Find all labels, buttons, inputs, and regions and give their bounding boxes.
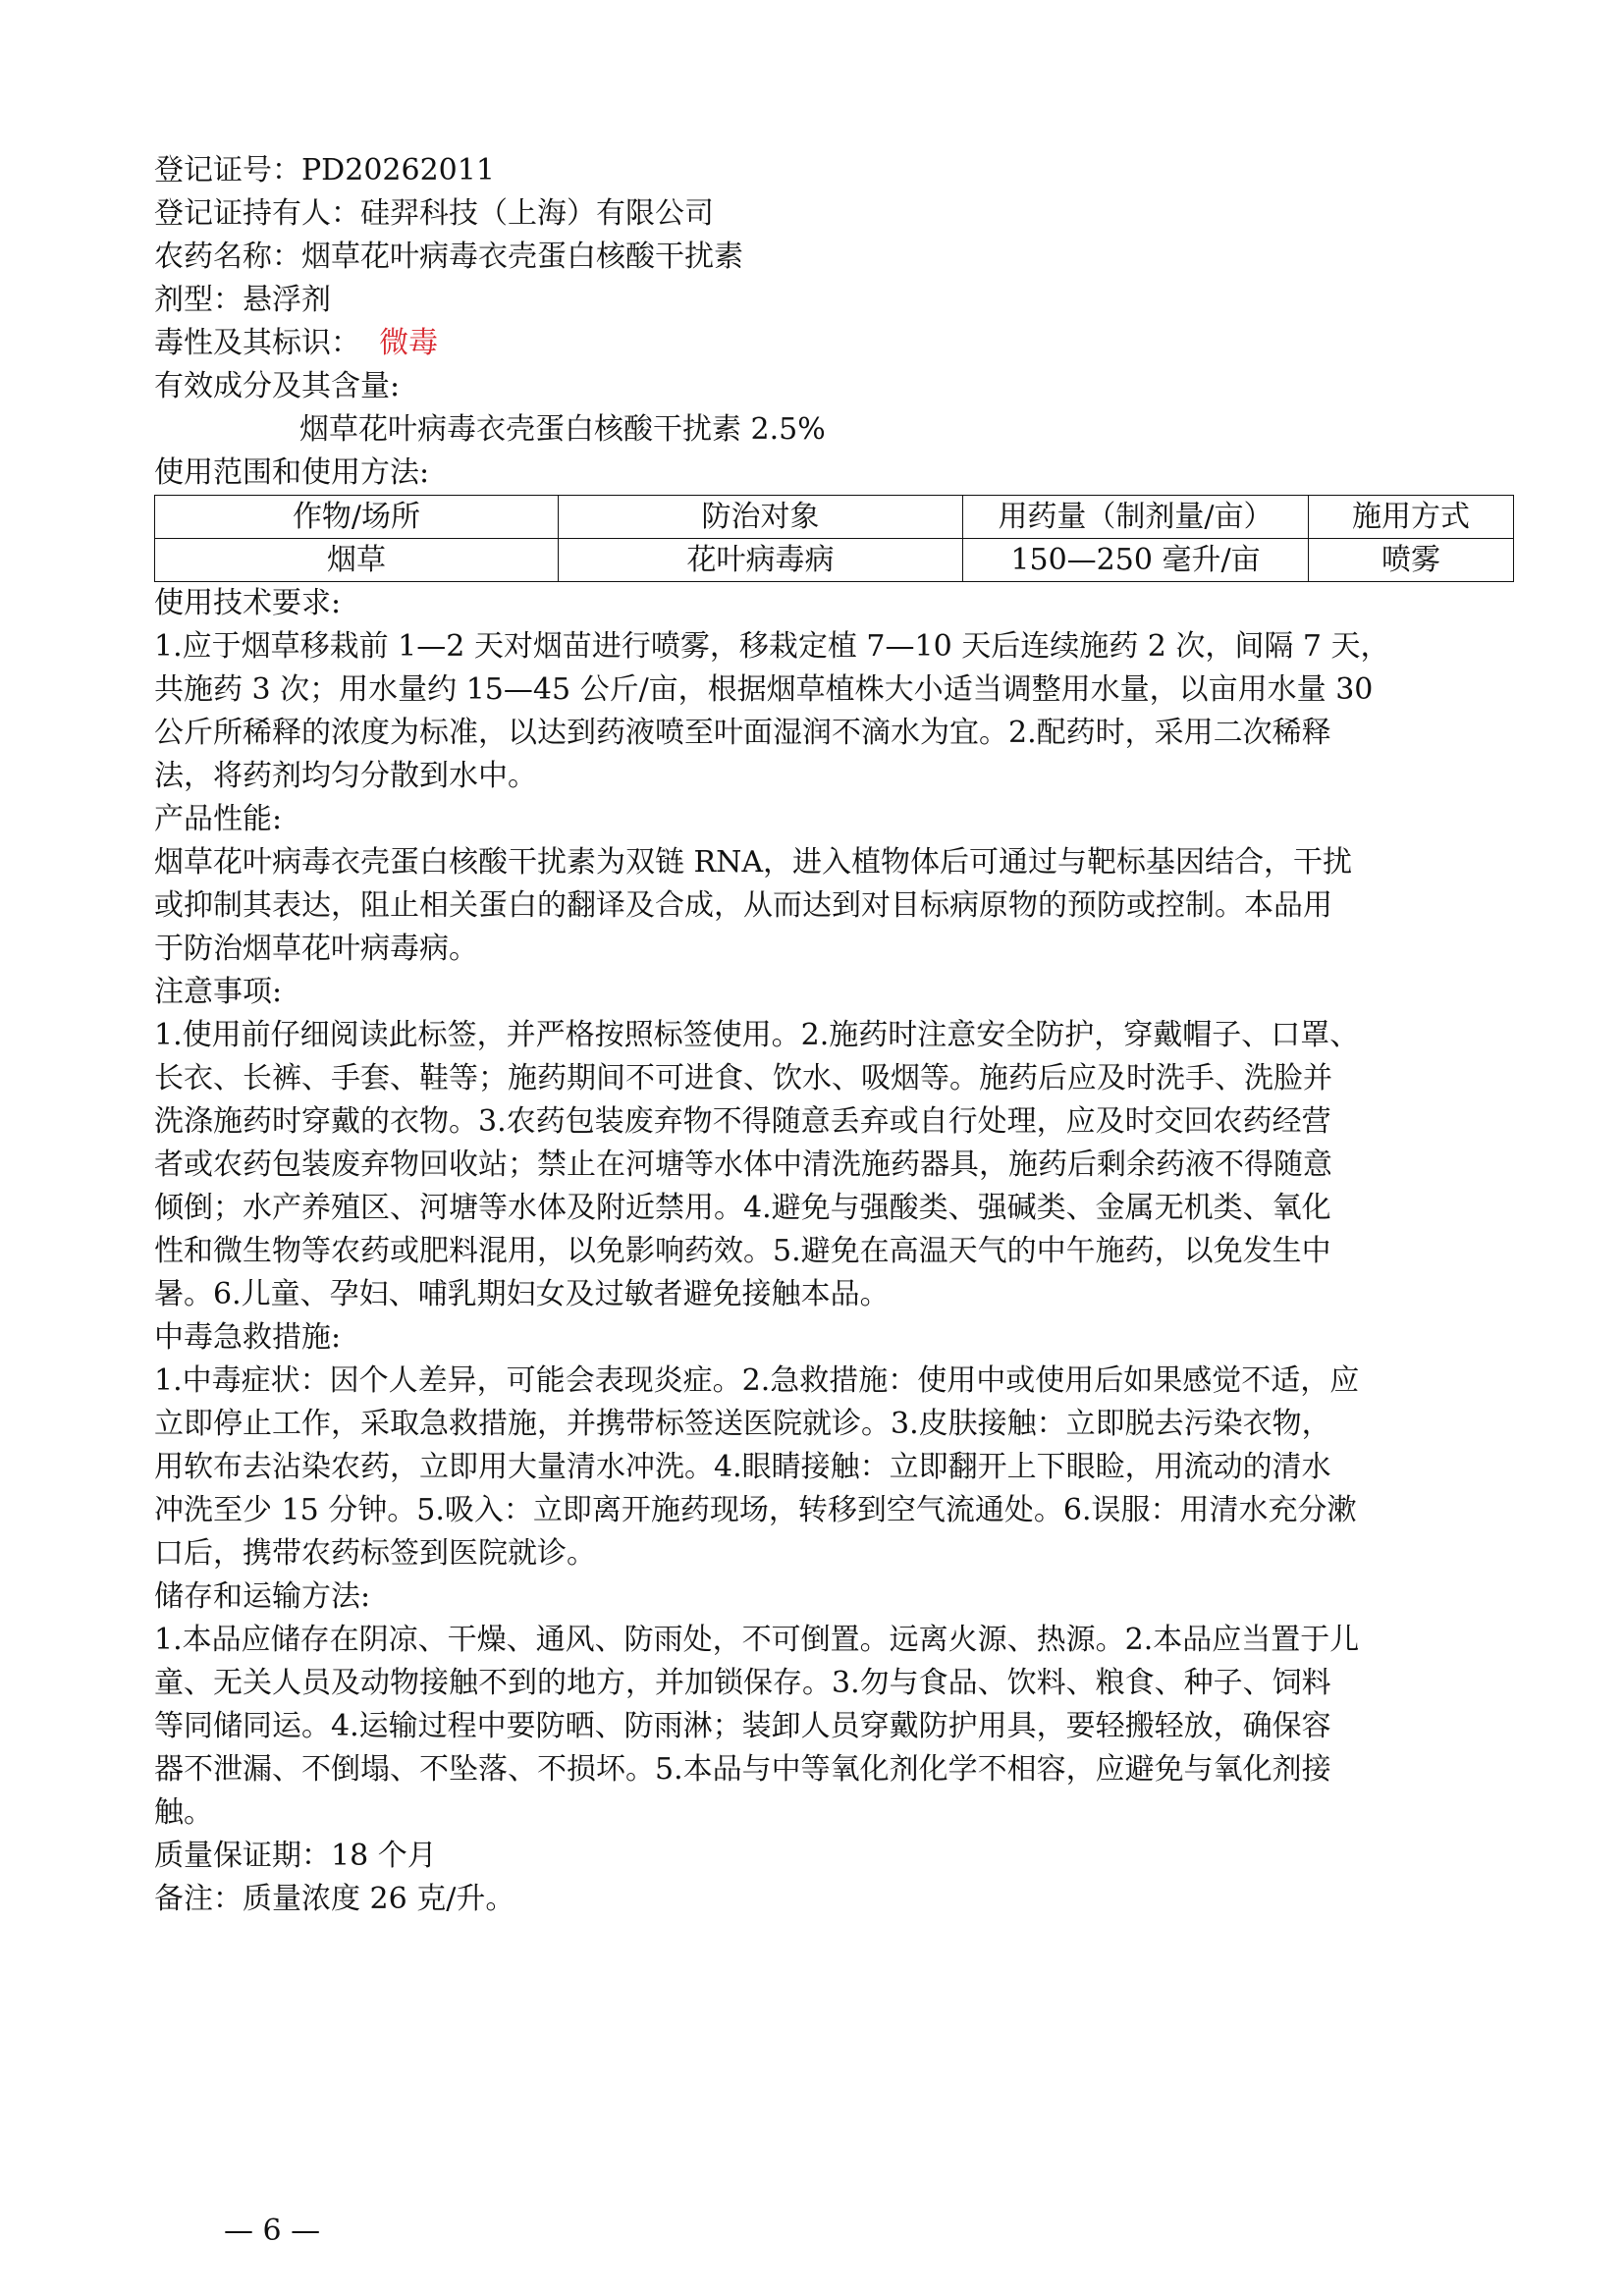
registration-number-value: PD20262011 — [301, 153, 495, 187]
cell-target: 花叶病毒病 — [559, 539, 963, 582]
pesticide-name — [154, 236, 1511, 279]
first-aid-text — [154, 1360, 1511, 1575]
storage-text — [154, 1619, 1511, 1835]
cell-method: 喷雾 — [1309, 539, 1514, 582]
text-line: 童、无关人员及动物接触不到的地方，并加锁保存。3.勿与食品、饮料、粮食、种子、饲料 — [154, 1666, 1331, 1700]
text-line: 暑。6.儿童、孕妇、哺乳期妇女及过敏者避免接触本品。 — [154, 1277, 890, 1311]
document-page — [154, 149, 1511, 1921]
formulation-label: 剂型： — [154, 283, 243, 317]
text-line: 或抑制其表达，阻止相关蛋白的翻译及合成，从而达到对目标病原物的预防或控制。本品用 — [154, 888, 1332, 923]
text-line: 口后，携带农药标签到医院就诊。 — [154, 1536, 596, 1571]
text-line: 1.使用前仔细阅读此标签，并严格按照标签使用。2.施药时注意安全防护，穿戴帽子、口罩、 — [154, 1018, 1360, 1052]
text-line: 洗涤施药时穿戴的衣物。3.农药包装废弃物不得随意丢弃或自行处理，应及时交回农药经营 — [154, 1104, 1331, 1139]
column-header-dosage: 用药量（制剂量/亩） — [963, 496, 1309, 539]
cell-dosage: 150—250 毫升/亩 — [963, 539, 1309, 582]
text-line: 长衣、长裤、手套、鞋等；施药期间不可进食、饮水、吸烟等。施药后应及时洗手、洗脸并 — [154, 1061, 1332, 1095]
remarks: 备注：质量浓度 26 克/升。 — [154, 1882, 515, 1916]
formulation-value: 悬浮剂 — [243, 283, 331, 317]
storage-heading: 储存和运输方法: — [154, 1579, 371, 1614]
text-line: 者或农药包装废弃物回收站；禁止在河塘等水体中清洗施药器具，施药后剩余药液不得随意 — [154, 1148, 1332, 1182]
usage-table — [154, 495, 1514, 582]
pesticide-name-label: 农药名称： — [154, 240, 301, 274]
column-header-method: 施用方式 — [1309, 496, 1514, 539]
registration-holder-label: 登记证持有人： — [154, 196, 360, 231]
text-line: 法，将药剂均匀分散到水中。 — [154, 759, 537, 793]
registration-holder-value: 硅羿科技（上海）有限公司 — [360, 196, 714, 231]
toxicity-badge: 微毒 — [379, 326, 439, 360]
text-line: 倾倒；水产养殖区、河塘等水体及附近禁用。4.避免与强酸类、强碱类、金属无机类、氧化 — [154, 1191, 1331, 1225]
performance-heading: 产品性能: — [154, 802, 283, 836]
caution-heading: 注意事项: — [154, 975, 283, 1009]
text-line: 用软布去沾染农药，立即用大量清水冲洗。4.眼睛接触：立即翻开上下眼睑，用流动的清水 — [154, 1450, 1331, 1484]
text-line: 1.本品应储存在阴凉、干燥、通风、防雨处，不可倒置。远离火源、热源。2.本品应当置于儿 — [154, 1623, 1360, 1657]
shelf-life: 质量保证期：18 个月 — [154, 1839, 437, 1873]
text-line: 立即停止工作，采取急救措施，并携带标签送医院就诊。3.皮肤接触：立即脱去污染衣物， — [154, 1407, 1331, 1441]
formulation — [154, 279, 1511, 322]
text-line: 器不泄漏、不倒塌、不坠落、不损坏。5.本品与中等氧化剂化学不相容，应避免与氧化剂接 — [154, 1752, 1331, 1787]
text-line: 1.中毒症状：因个人差异，可能会表现炎症。2.急救措施：使用中或使用后如果感觉不适，应 — [154, 1363, 1360, 1398]
tech-requirements-heading: 使用技术要求: — [154, 586, 342, 620]
text-line: 触。 — [154, 1795, 213, 1830]
page-number: — 6 — — [224, 2214, 321, 2248]
text-line: 性和微生物等农药或肥料混用，以免影响药效。5.避免在高温天气的中午施药，以免发生中 — [154, 1234, 1331, 1268]
registration-number — [154, 149, 1511, 192]
usage-heading: 使用范围和使用方法: — [154, 455, 430, 490]
registration-number-label: 登记证号： — [154, 153, 301, 187]
column-header-target: 防治对象 — [559, 496, 963, 539]
toxicity — [154, 322, 1511, 365]
caution-text — [154, 1014, 1511, 1316]
text-line: 于防治烟草花叶病毒病。 — [154, 932, 478, 966]
column-header-crop: 作物/场所 — [155, 496, 559, 539]
text-line: 等同储同运。4.运输过程中要防晒、防雨淋；装卸人员穿戴防护用具，要轻搬轻放，确保容 — [154, 1709, 1331, 1743]
registration-holder — [154, 192, 1511, 236]
text-line: 公斤所稀释的浓度为标准，以达到药液喷至叶面湿润不滴水为宜。2.配药时，采用二次稀释 — [154, 716, 1331, 750]
first-aid-heading: 中毒急救措施: — [154, 1320, 342, 1355]
ingredient-heading: 有效成分及其含量: — [154, 369, 401, 403]
text-line: 烟草花叶病毒衣壳蛋白核酸干扰素为双链 RNA，进入植物体后可通过与靶标基因结合，干扰 — [154, 845, 1353, 880]
ingredient-value: 烟草花叶病毒衣壳蛋白核酸干扰素 2.5% — [299, 412, 826, 447]
performance-text — [154, 841, 1511, 971]
table-row — [155, 539, 1514, 582]
pesticide-name-value: 烟草花叶病毒衣壳蛋白核酸干扰素 — [301, 240, 743, 274]
cell-crop: 烟草 — [155, 539, 559, 582]
text-line: 1.应于烟草移栽前 1—2 天对烟苗进行喷雾，移栽定植 7—10 天后连续施药 2 次，间隔 7 天， — [154, 629, 1390, 664]
text-line: 冲洗至少 15 分钟。5.吸入：立即离开施药现场，转移到空气流通处。6.误服：用清水充分漱 — [154, 1493, 1357, 1527]
tech-requirements-text — [154, 625, 1511, 798]
text-line: 共施药 3 次；用水量约 15—45 公斤/亩，根据烟草植株大小适当调整用水量，以亩用水量 30 — [154, 672, 1374, 707]
usage-table-header-row — [155, 496, 1514, 539]
toxicity-label: 毒性及其标识： — [154, 326, 360, 360]
